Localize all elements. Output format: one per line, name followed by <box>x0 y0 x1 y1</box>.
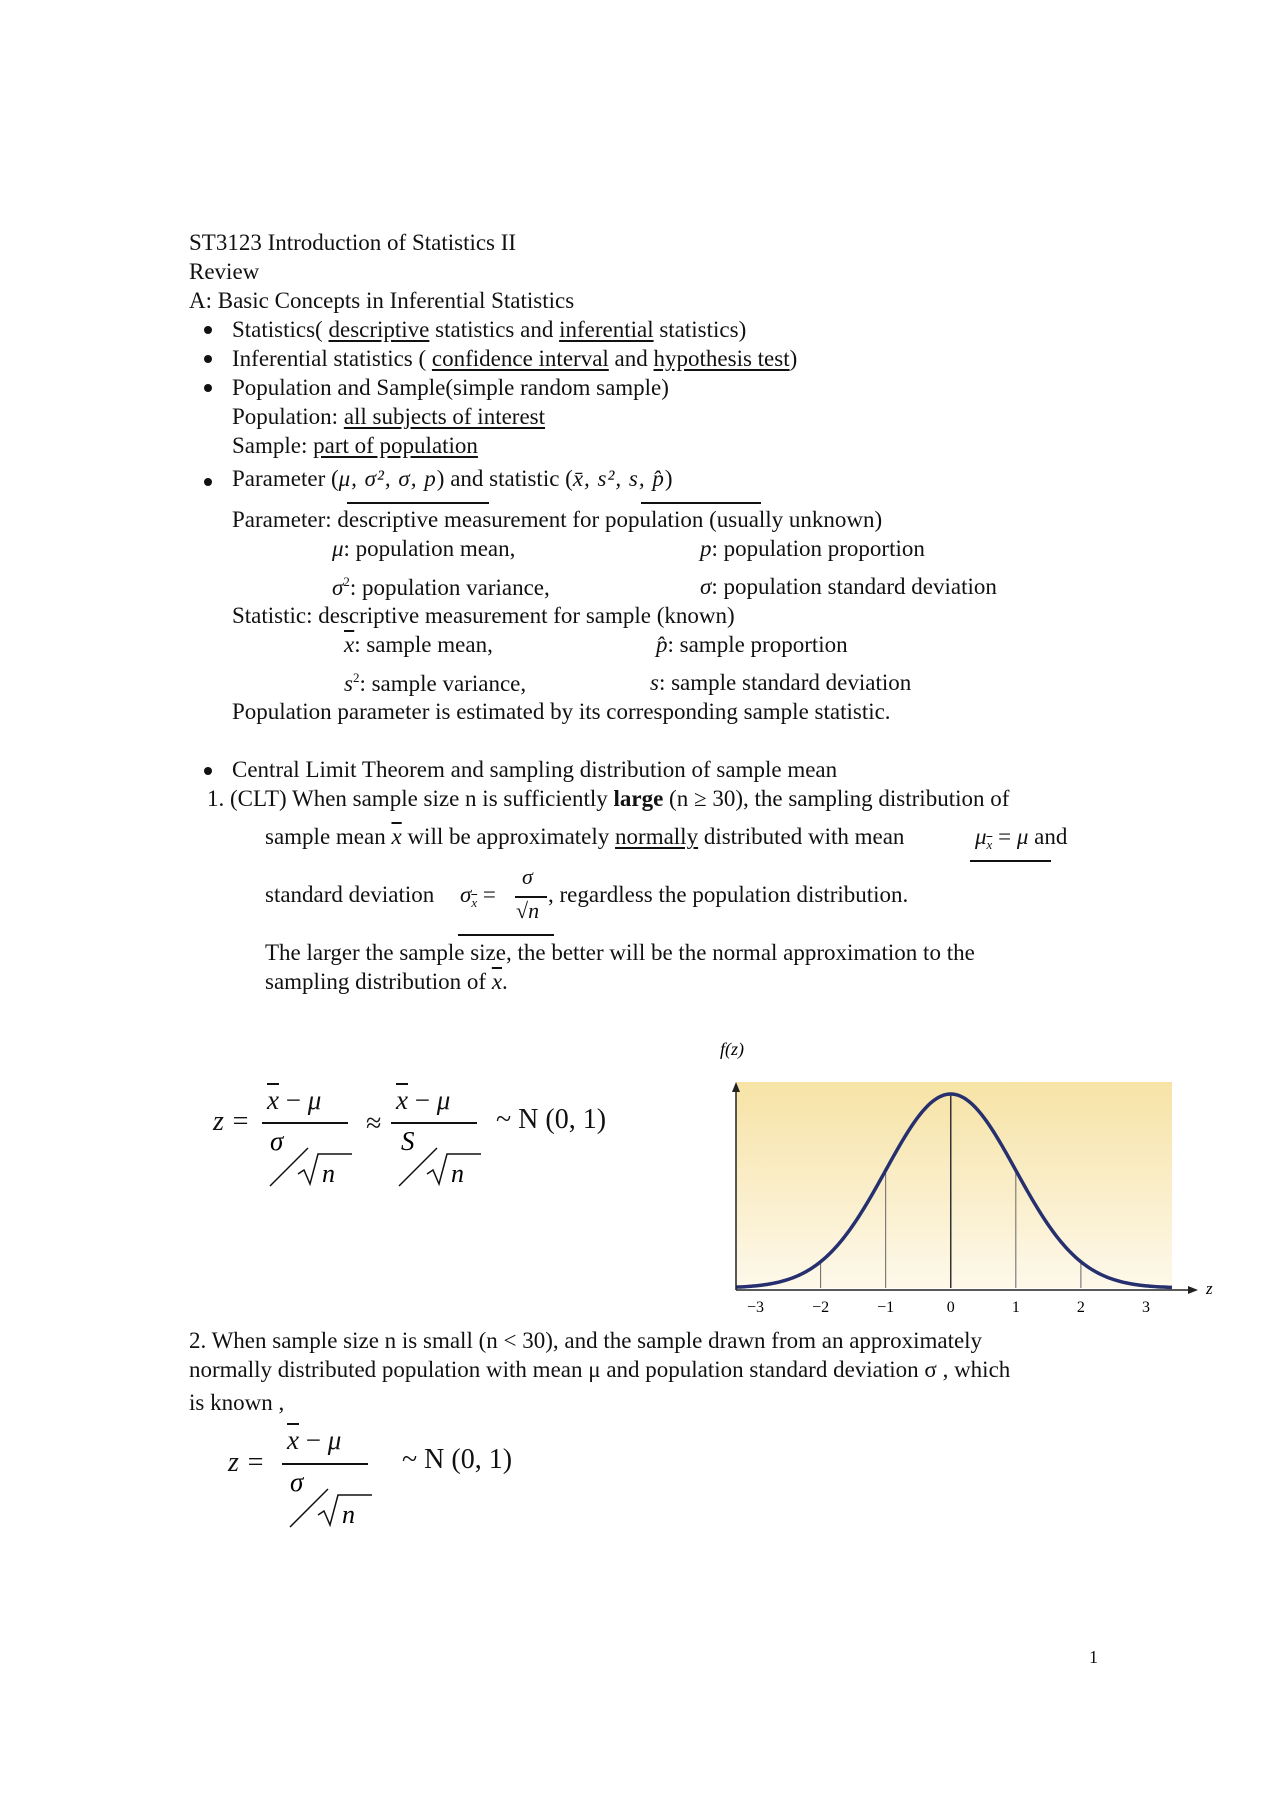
term-inferential: inferential <box>559 317 654 342</box>
x-tick-label: 1 <box>1011 1299 1020 1316</box>
text: and <box>1034 824 1068 849</box>
z-numerator: $\overline{x} - \mu$ <box>267 1085 322 1115</box>
text: ) <box>664 466 673 491</box>
x-tick-label: 0 <box>946 1299 955 1316</box>
x-tick-label: −3 <box>747 1299 765 1316</box>
text: all subjects of interest <box>343 404 546 429</box>
slash-fraction-2 <box>391 1124 483 1190</box>
sigma-symbol: σ <box>522 864 533 889</box>
z2-numerator: $\overline{x} - \mu$ <box>287 1425 342 1455</box>
z-numerator-2: $\overline{x} - \mu$ <box>396 1085 451 1115</box>
x-tick-label: 2 <box>1076 1299 1085 1316</box>
text: : sample proportion <box>667 632 848 657</box>
bullet-parameter-statistic <box>232 466 673 492</box>
clt-item-1 <box>207 786 1009 812</box>
slash-fraction-1 <box>262 1124 354 1190</box>
sample-definition <box>232 433 478 459</box>
s-symbol: s <box>650 670 659 695</box>
text: will be approximately <box>401 824 616 849</box>
mean-xbar-eq: $\mu_{\overline{x}} = \mu$ and <box>975 824 1068 852</box>
den-n: n <box>322 1159 335 1188</box>
item-2-line-1: 2. When sample size n is small (n < 30), and the sample drawn from an approximately <box>189 1328 983 1353</box>
den-n: n <box>451 1159 464 1188</box>
xbar-symbol: $\overline{x}$ <box>344 632 355 657</box>
den-sigma: σ <box>290 1467 304 1497</box>
text: ) <box>789 346 798 371</box>
phat-definition <box>656 632 848 658</box>
review-label: Review <box>189 259 260 284</box>
course-title: ST3123 Introduction of Statistics II <box>189 230 517 255</box>
n-symbol: n <box>528 898 540 923</box>
den-S: S <box>401 1126 415 1156</box>
x-axis-arrow <box>1188 1286 1198 1294</box>
text: sampling distribution of <box>265 969 492 994</box>
x-tick-label: −1 <box>877 1299 895 1316</box>
underline-stats <box>641 502 761 504</box>
text: : sample variance, <box>359 671 527 696</box>
text: sample mean <box>265 824 392 849</box>
distribution-label: ~ N (0, 1) <box>496 1104 607 1135</box>
text: : population mean, <box>343 536 516 561</box>
term-descriptive: descriptive <box>328 317 430 342</box>
sigma-symbol: σ <box>332 575 344 600</box>
statistic-symbols: x̄, s², s, p̂ <box>572 466 665 491</box>
text: : population standard deviation <box>711 574 997 599</box>
underline-mean-eq <box>970 860 1051 862</box>
slash-fraction-3 <box>282 1465 374 1531</box>
estimation-note: Population parameter is estimated by its corresponding sample statistic. <box>232 699 891 724</box>
underline-se-eq <box>458 934 554 936</box>
statistic-heading: Statistic: descriptive measurement for sample (known) <box>232 603 735 628</box>
clt-line-3-post: , regardless the population distribution. <box>548 882 909 907</box>
z-label: z = <box>213 1106 250 1137</box>
text: Statistics( <box>232 317 329 342</box>
p-symbol: p <box>700 536 712 561</box>
xbar-definition <box>344 632 493 658</box>
text: 1. (CLT) When sample size n is sufficiently <box>207 786 614 811</box>
bullet-dot <box>204 478 212 486</box>
text: : sample mean, <box>354 632 493 657</box>
parameter-symbols: μ, σ², σ, p <box>338 466 437 491</box>
text: Parameter ( <box>232 466 339 491</box>
text: : sample standard deviation <box>658 670 912 695</box>
s-symbol: s <box>344 671 353 696</box>
section-a-heading: A: Basic Concepts in Inferential Statistics <box>189 288 575 313</box>
mu-definition <box>332 536 515 562</box>
sigma-symbol: σ <box>700 574 712 599</box>
text: : population proportion <box>711 536 925 561</box>
text: Sample: <box>232 433 314 458</box>
sigma-symbol: σ <box>460 882 472 907</box>
mu-symbol: μ <box>307 1085 322 1115</box>
mu-symbol: μ <box>975 824 987 849</box>
z-label-2: z = <box>228 1447 265 1478</box>
mu-symbol: μ <box>327 1425 342 1455</box>
distribution-label-2: ~ N (0, 1) <box>402 1444 513 1475</box>
text: ) and statistic ( <box>436 466 573 491</box>
den-n: n <box>342 1500 355 1529</box>
text: statistics) <box>653 317 747 342</box>
sigma-definition <box>700 574 997 600</box>
term-hypothesis-test: hypothesis test <box>653 346 790 371</box>
clt-line-4: The larger the sample size, the better will be the normal approximation to the <box>265 940 975 965</box>
den-sigma: σ <box>270 1126 284 1156</box>
parameter-heading: Parameter: descriptive measurement for population (usually unknown) <box>232 507 883 532</box>
clt-line-5 <box>265 969 508 995</box>
s-definition <box>650 670 911 696</box>
sigma2-definition: $\sigma^2$: population variance, <box>332 574 550 600</box>
bullet-dot <box>204 355 212 363</box>
bullet-dot <box>204 326 212 334</box>
p-definition <box>700 536 925 562</box>
population-definition <box>232 404 545 430</box>
text: (n ≥ 30), the sampling distribution of <box>663 786 1010 811</box>
xbar-symbol: $\overline{x}$ <box>391 824 402 849</box>
text: part of population <box>313 433 478 458</box>
mu-symbol: μ <box>436 1085 451 1115</box>
bullet-inferential <box>232 346 797 372</box>
xbar-symbol: $\overline{x}$ <box>491 969 503 994</box>
text: and <box>608 346 654 371</box>
text: Inferential statistics ( <box>232 346 432 371</box>
x-axis-label: z <box>1206 1279 1213 1298</box>
text: distributed with mean <box>698 824 905 849</box>
se-numerator <box>522 864 533 890</box>
x-tick-label: −2 <box>812 1299 830 1316</box>
bullet-population-sample: Population and Sample(simple random sample) <box>232 375 669 400</box>
clt-bullet: Central Limit Theorem and sampling distribution of sample mean <box>232 757 838 782</box>
x-tick-label: 3 <box>1141 1299 1150 1316</box>
text: : population variance, <box>349 575 550 600</box>
underline-params <box>347 502 489 504</box>
item-2-line-3: is known , <box>189 1390 285 1415</box>
page-number: 1 <box>1089 1647 1098 1667</box>
chart-background <box>736 1082 1172 1288</box>
term-normally: normally <box>615 824 699 849</box>
bullet-dot <box>204 767 212 775</box>
s2-definition: $s^2$: sample variance, <box>344 670 527 696</box>
clt-line-3: standard deviation <box>265 882 435 907</box>
bullet-statistics <box>232 317 746 343</box>
item-2-line-2: normally distributed population with mean μ and population standard deviation σ , which <box>189 1357 1011 1382</box>
text: statistics and <box>429 317 560 342</box>
y-axis-label: f(z) <box>720 1039 744 1059</box>
normal-density-chart <box>700 1030 1220 1330</box>
phat-symbol: p̂ <box>656 632 668 657</box>
approx-sign: ≈ <box>366 1108 382 1139</box>
clt-line-2 <box>265 824 904 850</box>
text-large: large <box>613 786 664 811</box>
bullet-dot <box>204 384 212 392</box>
se-formula-left: $\sigma_{\overline{x}}$ = <box>460 882 496 910</box>
term-confidence-interval: confidence interval <box>431 346 609 371</box>
mu-symbol: μ <box>1016 824 1029 849</box>
se-denominator: √n <box>516 898 540 923</box>
mu-symbol: μ <box>332 536 344 561</box>
text: . <box>502 969 508 994</box>
text: Population: <box>232 404 344 429</box>
